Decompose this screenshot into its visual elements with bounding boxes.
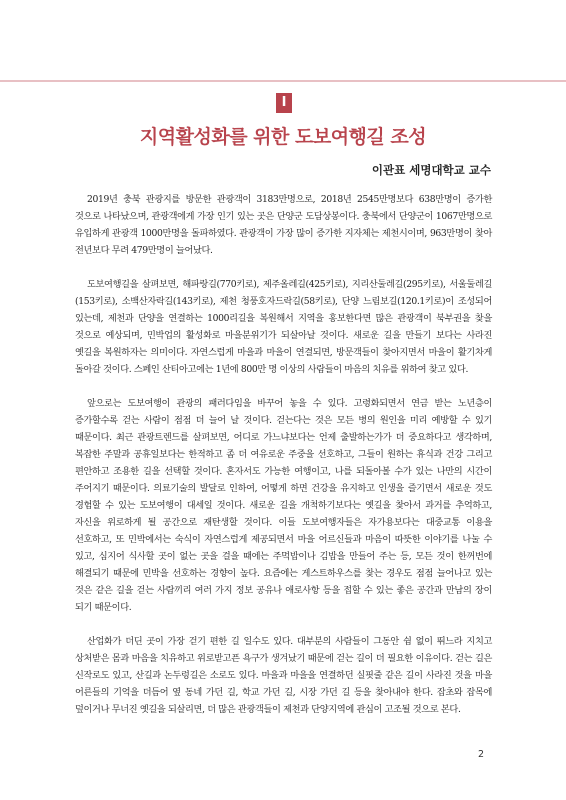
- page-title: 지역활성화를 위한 도보여행길 조성: [139, 126, 427, 148]
- page-number: 2: [477, 749, 484, 760]
- article-body: [75, 191, 492, 735]
- author-line: 이관표 세명대학교 교수: [371, 163, 491, 177]
- paragraph-4: 산업화가 더딘 곳이 가장 걷기 편한 길 일수도 있다. 대부분의 사람들이 그동안 쉼 없이 뛰느라 지치고 상처받은 몸과 마음을 치유하고 위로받고픈 욕구가 생겨났기 때문에 걷는 길이 더 필요한 이유이다. 걷는 길은 신작로도 있고, 산길과 논두렁길은 소로도 있다. 마을과 마을을 연결하던 실핏줄 같은 길이 사라진 것을 마을 어른들의 기억을 더듬어 옆 동네 가던 길, 학교 가던 길, 시장 가던 길 등을 찾아내야 한다. 잡초와 잡목에 덮이거나 무너진 옛길을 되살리면, 더 많은 관광객들이 제천과 단양지역에 관심이 고조될 것으로 본다.: [75, 636, 492, 715]
- paragraph-2: 도보여행길을 살펴보면, 해파랑길(770키로), 제주올레길(425키로), 지리산둘레길(295키로), 서울둘레길(153키로), 소백산자락길(143키로), 제천 청풍호자드락길(58키로), 단양 느림보길(120.1키로)이 조성되어 있는데, 제천과 단양을 연결하는 1000리길을 복원해서 지역을 홍보한다면 많은 관광객이 북부권을 찾을 것으로 예상되며, 민박업의 활성화로 마을분위기가 되살아날 것이다. 새로운 길을 만들기 보다는 사라진 옛길을 복원하자는 의미이다. 자연스럽게 마을과 마을이 연결되면, 방문객들이 찾아지면서 마을이 활기차게 돌아갈 것이다. 스페인 산티아고에는 1년에 800만 명 이상의 사람들이 마음의 치유를 위하여 찾고 있다.: [75, 279, 492, 375]
- paragraph-3: 앞으로는 도보여행이 관광의 패러다임을 바꾸어 놓을 수 있다. 고령화되면서 연금 받는 노년층이 증가할수록 걷는 사람이 점점 더 늘어 날 것이다. 걷는다는 것은 모든 병의 원인을 미리 예방할 수 있기 때문이다. 최근 관광트렌드를 살펴보면, 어디로 가느냐보다는 언제 출발하는가가 더 중요하다고 생각하며, 복잡한 주말과 공휴일보다는 한적하고 좀 더 여유로운 주중을 선호하고, 그들이 원하는 휴식과 건강 그리고 편안하고 조용한 길을 선택할 것이다. 혼자서도 가능한 여행이고, 나를 되돌아볼 수가 있는 나만의 시간이 주어지기 때문이다. 의료기술의 발달로 인하여, 어떻게 하면 건강을 유지하고 인생을 즐기면서 새로운 것도 경험할 수 있는 도보여행이 대세일 것이다. 새로운 길을 개척하기보다는 옛길을 찾아서 과거를 추억하고, 자신을 위로하게 될 공간으로 재탄생할 것이다. 이들 도보여행자들은 자가용보다는 대중교통 이용을 선호하고, 또 민박에서는 숙식이 자연스럽게 제공되면서 마을 어르신들과 마음이 따뜻한 이야기를 나눌 수 있고, 심지어 식사할 곳이 없는 곳을 걸을 때에는 주먹밥이나 김밥을 만들어 주는 등, 모든 것이 한꺼번에 해결되기 때문에 민박을 선호하는 경향이 높다. 요즘에는 게스트하우스를 찾는 경우도 점점 늘어나고 있는 것은 같은 길을 걷는 사람끼리 여러 가지 정보 공유나 애로사항 등을 접할 수 있는 좋은 공간과 만남의 장이 되기 때문이다.: [75, 398, 492, 613]
- paragraph-1: 2019년 충북 관광지를 방문한 관광객이 3183만명으로, 2018년 2545만명보다 638만명이 증가한 것으로 나타났으며, 관광객에게 가장 인기 있는 곳은 단양군 도담상봉이다. 충북에서 단양군이 1067만명으로 유입하게 관광객 1000만명을 돌파하였다. 관광객이 가장 많이 증가한 지자체는 제천시이며, 963만명이 찾아 전년보다 무려 479만명이 늘어났다.: [75, 194, 492, 256]
- chapter-badge: I: [276, 93, 292, 113]
- header-rule: [0, 80, 566, 82]
